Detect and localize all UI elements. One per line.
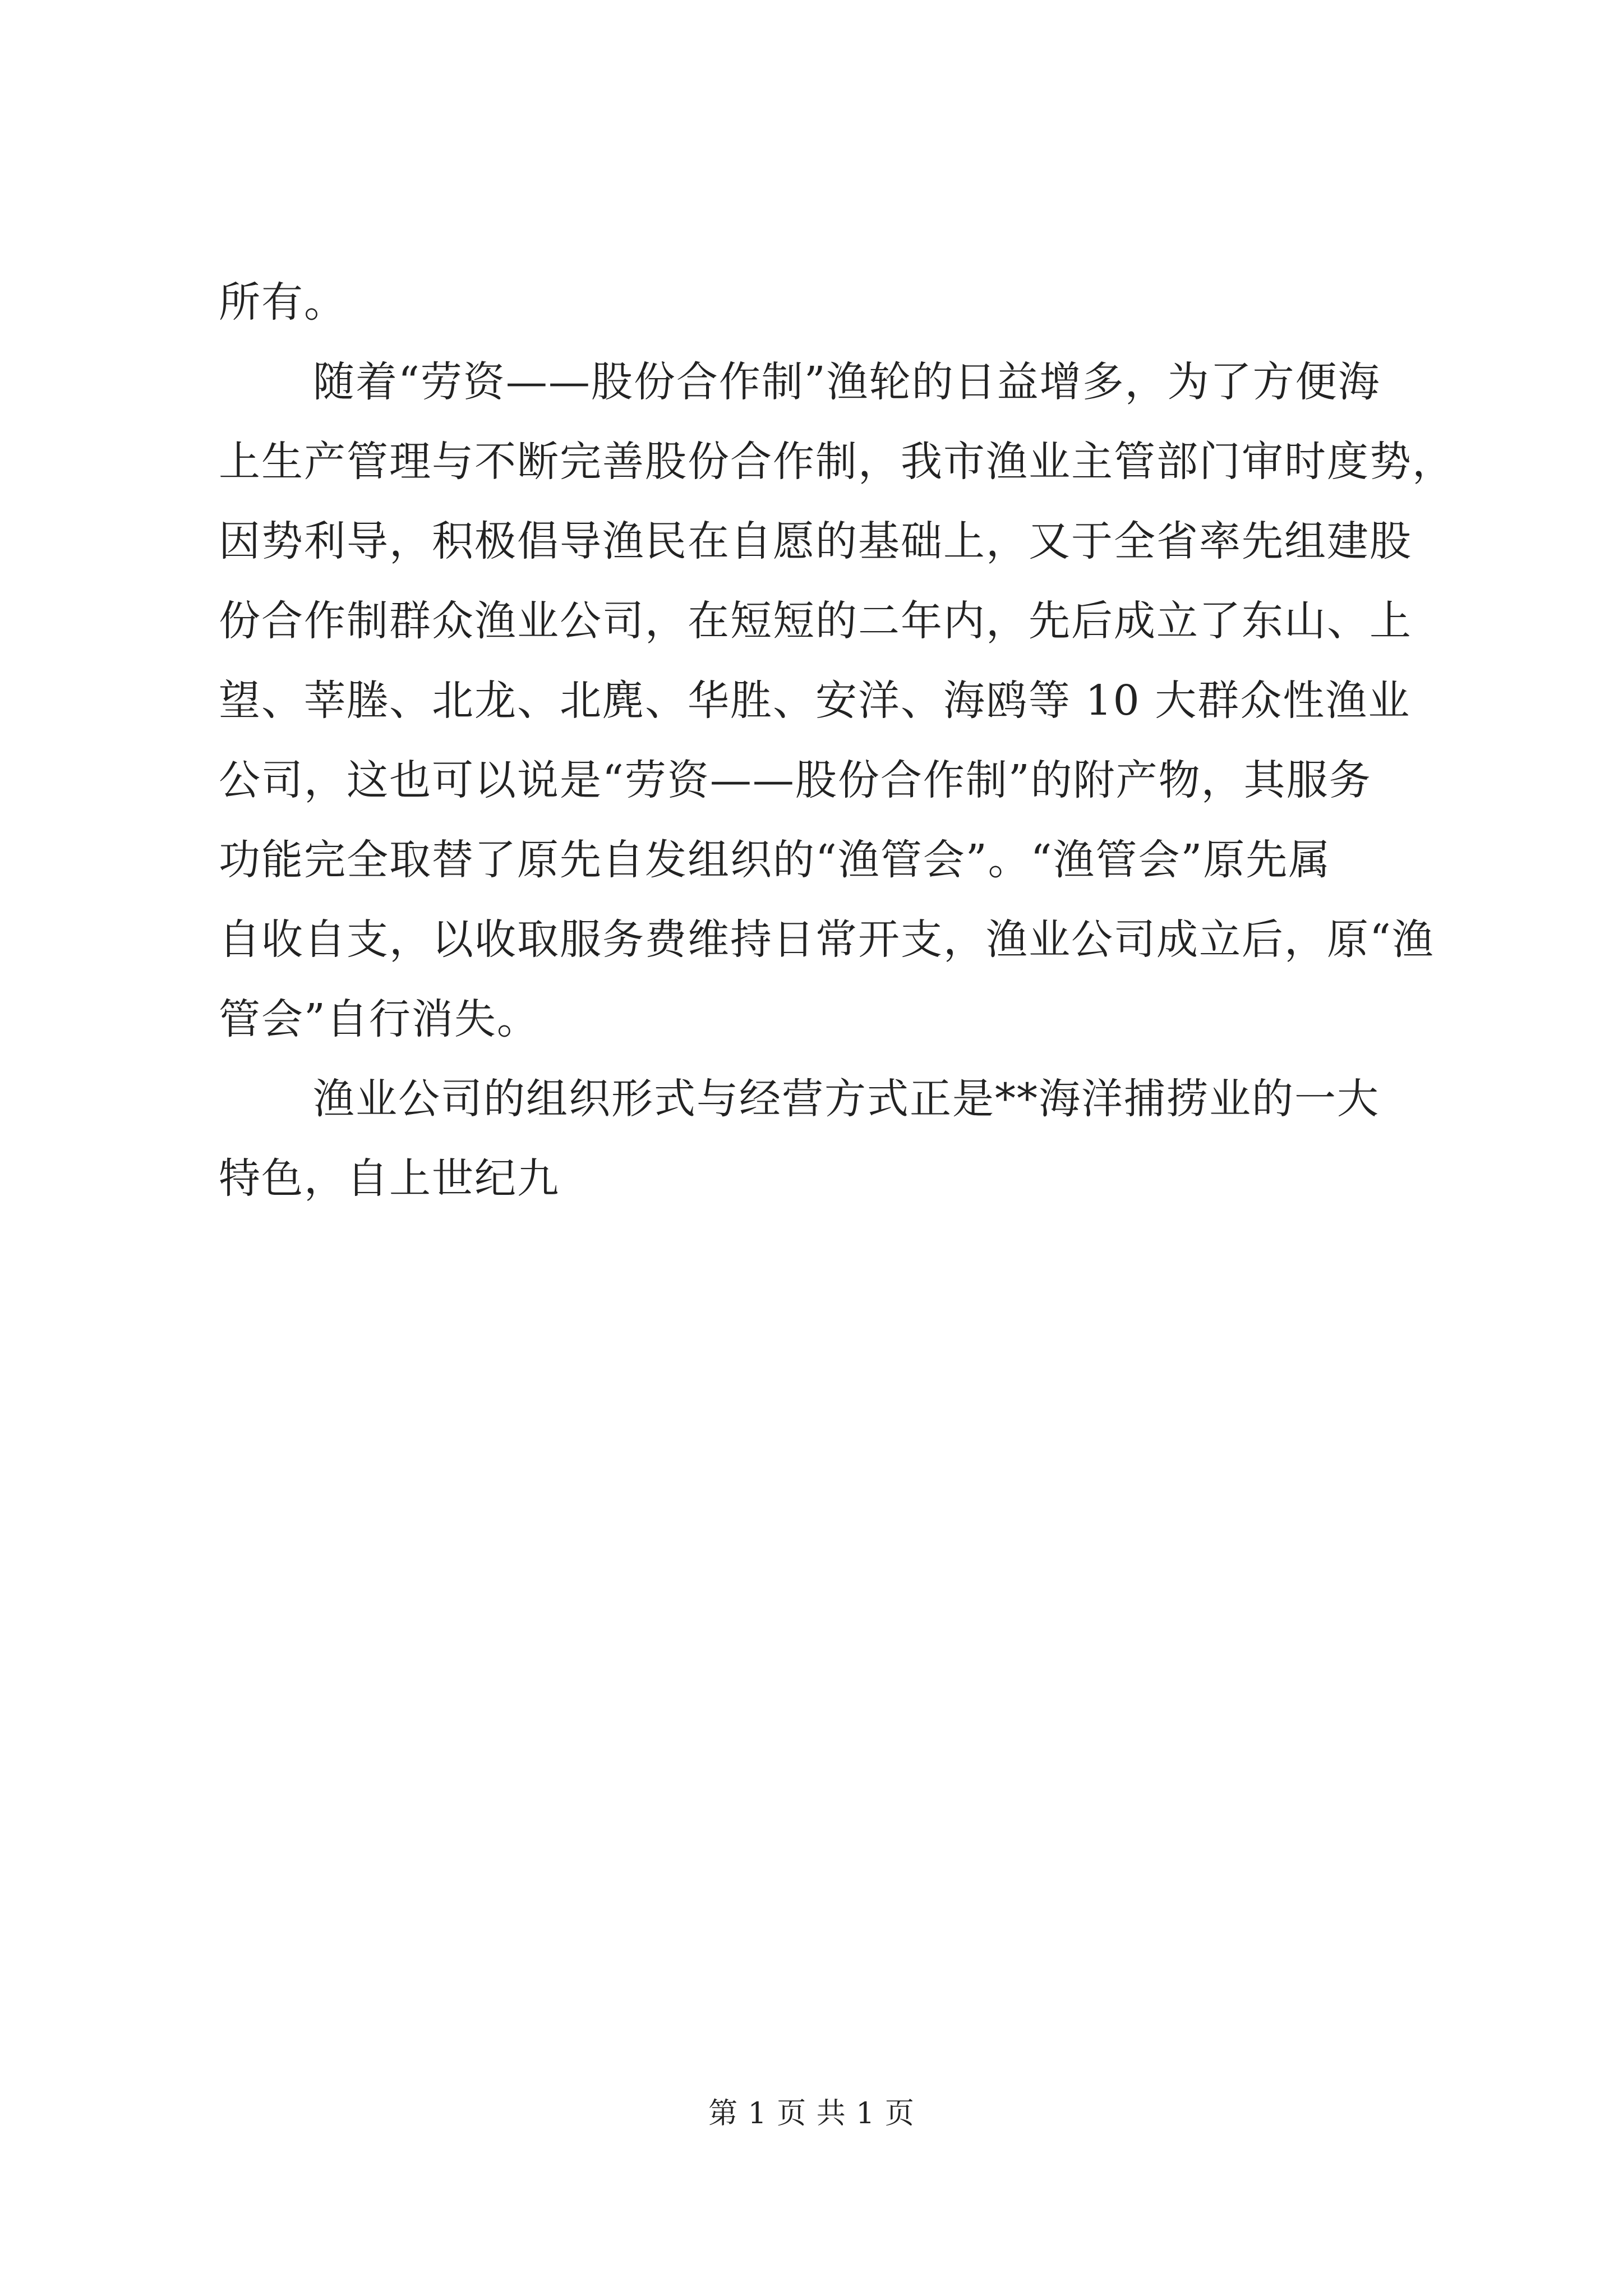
- paragraph-line: 所有。: [219, 278, 347, 326]
- paragraph-line: 功能完全取替了原先自发组织的“渔管会”。“渔管会”原先属: [219, 836, 1331, 884]
- paragraph-line: 管会”自行消失。: [219, 995, 540, 1043]
- paragraph-line: 份合作制群众渔业公司，在短短的二年内，先后成立了东山、上: [219, 597, 1412, 645]
- page-footer: 第 1 页 共 1 页: [708, 2097, 915, 2131]
- paragraph-line: 望、莘塍、北龙、北麂、华胜、安洋、海鸥等 10 大群众性渔业: [219, 677, 1411, 725]
- paragraph-line: 自收自支，以收取服务费维持日常开支，渔业公司成立后，原“渔: [219, 915, 1435, 964]
- paragraph-line: 公司，这也可以说是“劳资——股份合作制”的附产物，其服务: [219, 756, 1372, 804]
- paragraph-line: 渔业公司的组织形式与经营方式正是**海洋捕捞业的一大: [313, 1075, 1380, 1123]
- paragraph-line: 因势利导，积极倡导渔民在自愿的基础上，又于全省率先组建股: [219, 517, 1412, 565]
- document-body: [219, 263, 1455, 1218]
- paragraph-line: 随着“劳资——股份合作制”渔轮的日益增多，为了方便海: [313, 358, 1381, 406]
- paragraph-line: 特色，自上世纪九: [219, 1154, 560, 1203]
- paragraph-line: 上生产管理与不断完善股份合作制，我市渔业主管部门审时度势，: [219, 438, 1455, 486]
